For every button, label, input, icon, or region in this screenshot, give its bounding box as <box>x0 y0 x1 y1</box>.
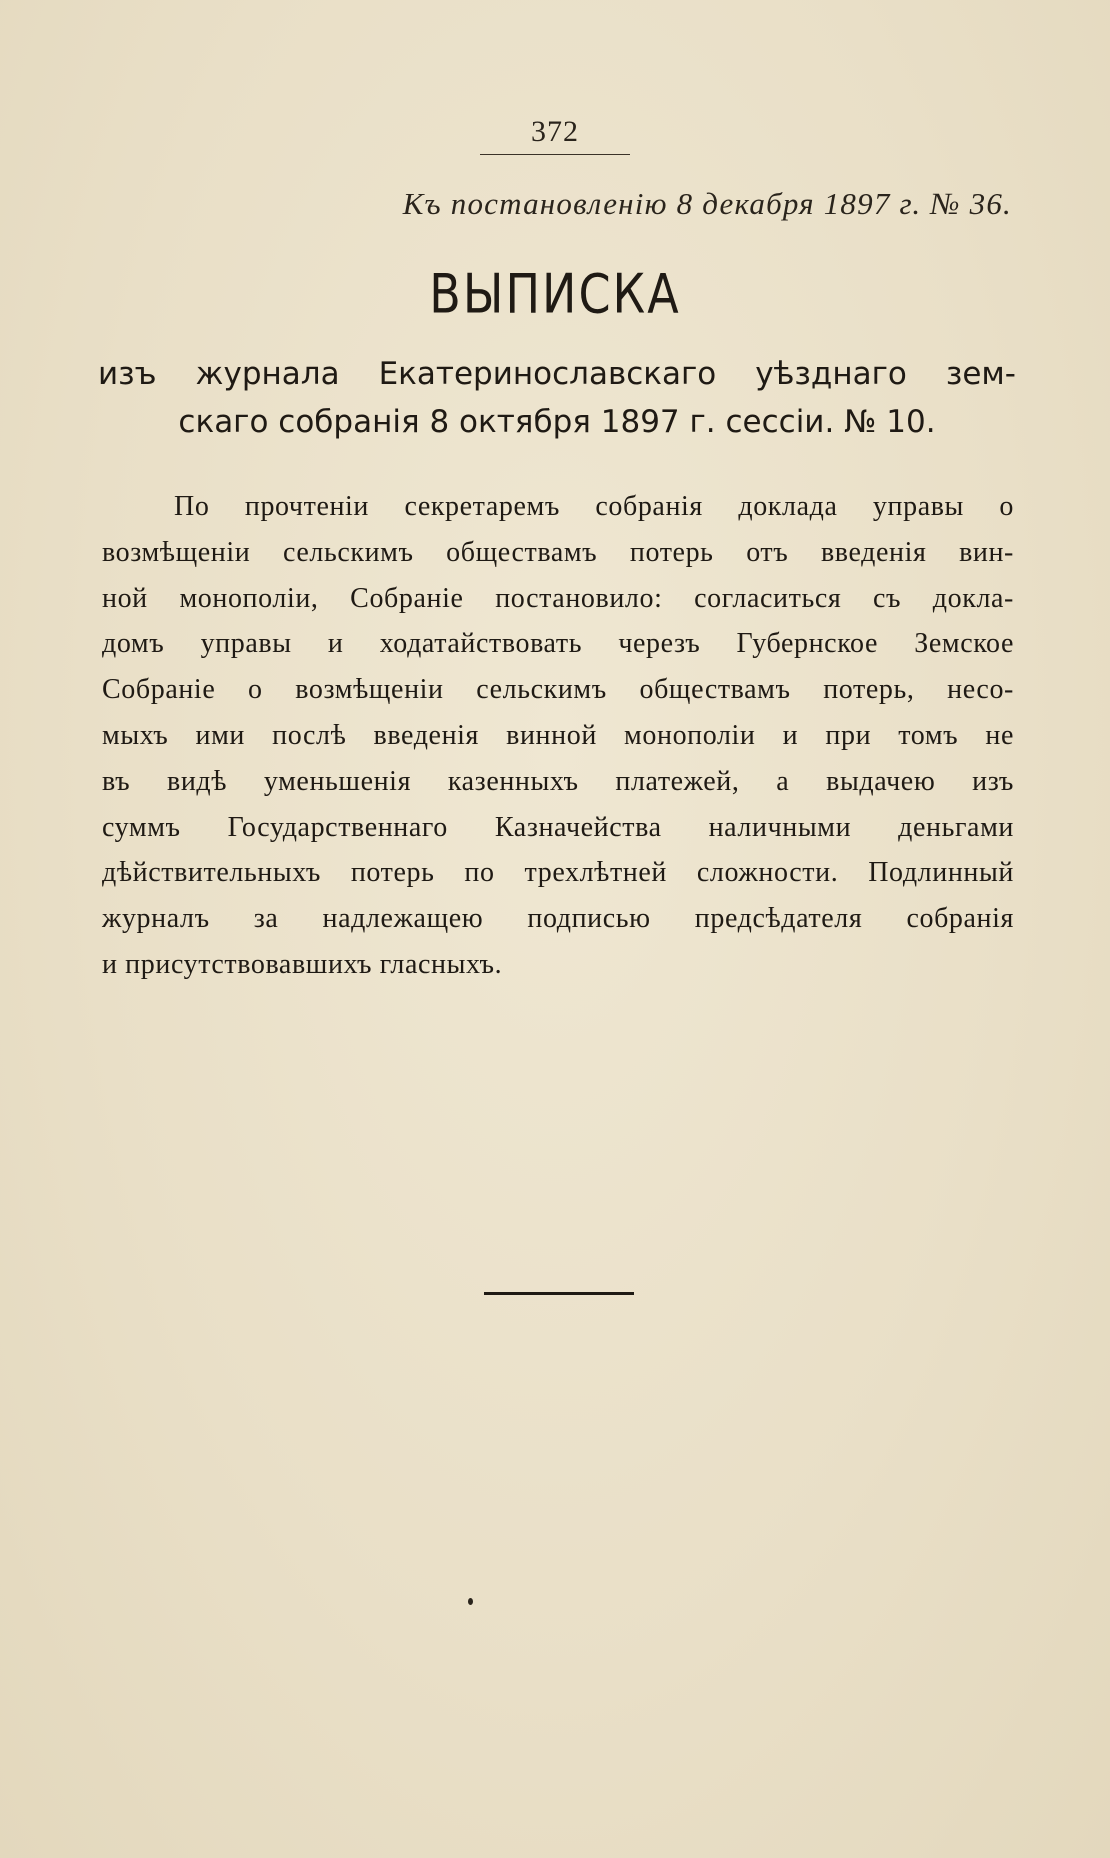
body-line: По прочтеніи секретаремъ собранія доклада управы о <box>174 491 1014 522</box>
body-paragraph <box>102 484 1014 988</box>
body-line: и присутствовавшихъ гласныхъ. <box>102 948 503 980</box>
body-line: домъ управы и ходатайствовать черезъ Губернское Земское <box>102 628 1014 660</box>
body-line: ной монополіи, Собраніе постановило: согласиться съ докла- <box>102 582 1014 614</box>
body-line: возмѣщеніи сельскимъ обществамъ потерь отъ введенія вин- <box>102 536 1014 568</box>
subtitle-line: скаго собранія 8 октября 1897 г. сессіи. № 10. <box>178 404 936 440</box>
ink-speck <box>468 1598 473 1605</box>
end-rule <box>484 1292 634 1295</box>
body-line: суммъ Государственнаго Казначейства наличными деньгами <box>102 811 1014 843</box>
document-subtitle <box>98 350 1016 446</box>
body-line: въ видѣ уменьшенія казенныхъ платежей, а выдачею изъ <box>102 765 1014 797</box>
body-line: дѣйствительныхъ потерь по трехлѣтней сложности. Подлинный <box>102 857 1014 889</box>
subtitle-line: изъ журнала Екатеринославскаго уѣзднаго зем- <box>98 356 1016 392</box>
header-rule <box>480 154 630 155</box>
body-line: журналъ за надлежащею подписью предсѣдателя собранія <box>102 903 1014 935</box>
resolution-reference: Къ постановленію 8 декабря 1897 г. № 36. <box>402 186 1012 221</box>
page-number: 372 <box>531 115 579 148</box>
document-title: ВЫПИСКА <box>429 262 681 326</box>
body-line: мыхъ ими послѣ введенія винной монополіи и при томъ не <box>102 719 1014 751</box>
body-line: Собраніе о возмѣщеніи сельскимъ обществамъ потерь, несо- <box>102 674 1014 706</box>
